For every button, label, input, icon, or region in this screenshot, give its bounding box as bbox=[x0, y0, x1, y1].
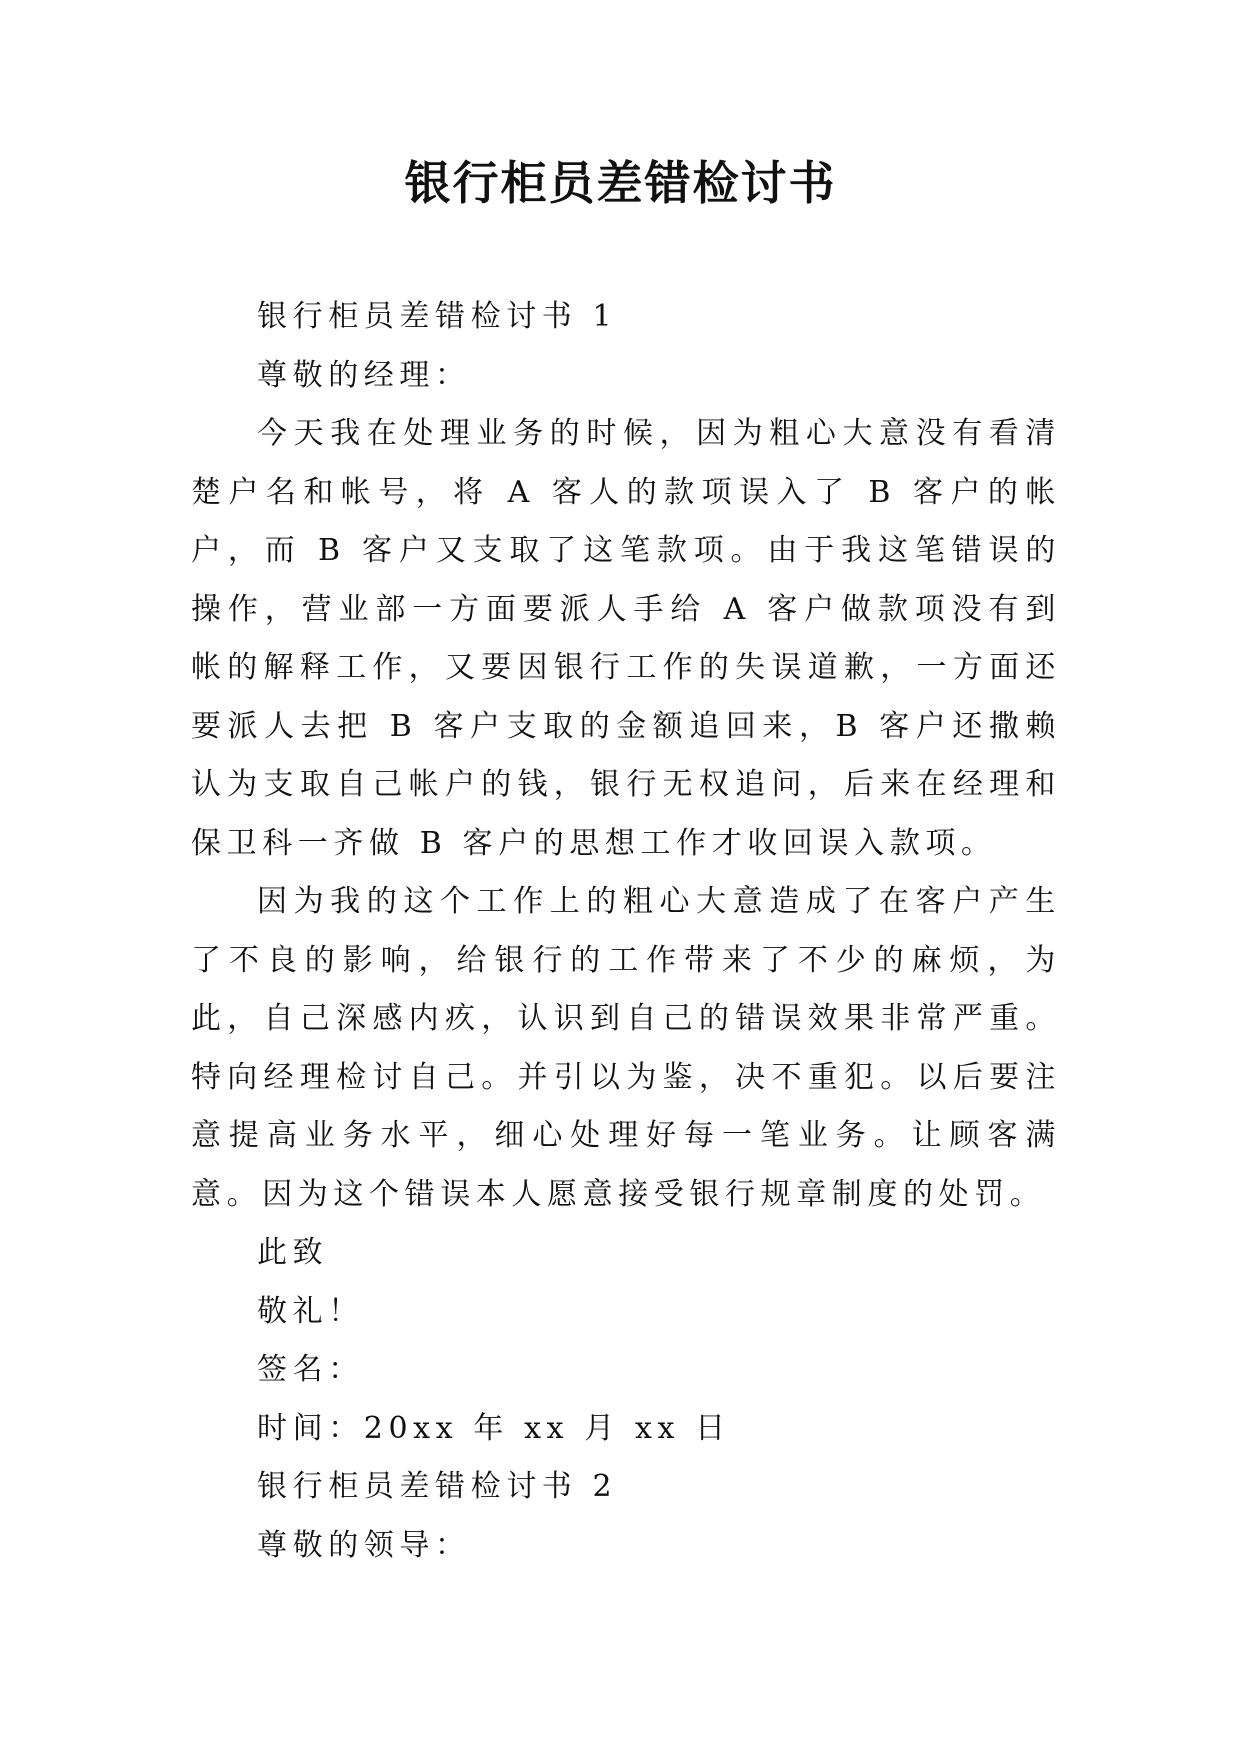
greeting-2: 尊敬的领导： bbox=[257, 1527, 471, 1563]
paragraph-2: 因为我的这个工作上的粗心大意造成了在客户产生了不良的影响，给银行的工作带来了不少的麻烦，为此，自己深感内疚，认识到自己的错误效果非常严重。特向经理检讨自己。并引以为鉴，决不重犯。以后要注意提高业务水平，细心处理好每一笔业务。让顾客满意。因为这个错误本人愿意接受银行规章制度的处罚。 bbox=[191, 884, 1061, 1212]
document-body bbox=[191, 288, 1061, 1575]
signature-label: 签名： bbox=[257, 1352, 364, 1387]
closing-line-2: 敬礼！ bbox=[257, 1293, 364, 1329]
greeting-1: 尊敬的经理： bbox=[257, 357, 471, 393]
closing-line-1: 此致 bbox=[257, 1235, 329, 1270]
section-heading-1: 银行柜员差错检讨书 1 bbox=[257, 299, 618, 334]
document-title: 银行柜员差错检讨书 bbox=[404, 156, 837, 210]
paragraph-1: 今天我在处理业务的时候，因为粗心大意没有看清楚户名和帐号，将 A 客人的款项误入了 B 客户的帐户，而 B 客户又支取了这笔款项。由于我这笔错误的操作，营业部一方面要派人手给 A 客户做款项没有到帐的解释工作，又要因银行工作的失误道歉，一方面还要派人去把 B 客户支取的金额追回来，B 客户还撒赖认为支取自己帐户的钱，银行无权追问，后来在经理和保卫科一齐做 B 客户的思想工作才收回误入款项。 bbox=[191, 416, 1061, 861]
section-heading-2: 银行柜员差错检讨书 2 bbox=[257, 1469, 618, 1504]
date-line: 时间：20xx 年 xx 月 xx 日 bbox=[257, 1410, 731, 1446]
